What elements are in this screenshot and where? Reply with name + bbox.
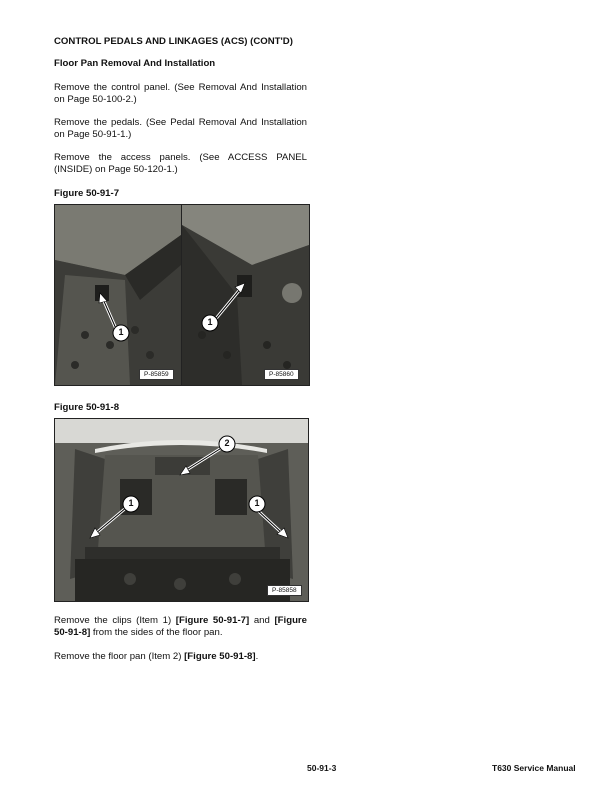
photo-code-label: P-85858 [267,585,302,596]
figure-photo-floor-pan [54,418,309,602]
callout-number: 1 [128,498,134,508]
figure-photo-left [54,204,182,386]
floor-pan-overhead-image [55,419,308,601]
callout-number: 2 [224,438,230,448]
cab-floor-corner-right-image [182,205,309,385]
cab-floor-corner-left-image [55,205,181,385]
section-heading: CONTROL PEDALS AND LINKAGES (ACS) (CONT'D) [54,36,293,47]
subheading: Floor Pan Removal And Installation [54,58,216,69]
callout-number: 1 [118,327,124,337]
page-number: 50-91-3 [307,763,337,773]
paragraph-access-panels: Remove the access panels. (See ACCESS PANEL (INSIDE) on Page 50-120-1.) [54,152,307,176]
figure-caption-50-91-8: Figure 50-91-8 [54,402,120,413]
manual-title: T630 Service Manual [492,763,576,773]
figure-caption-50-91-7: Figure 50-91-7 [54,188,120,199]
paragraph-control-panel: Remove the control panel. (See Removal And Installation on Page 50-100-2.) [54,82,307,106]
instruction-remove-floor-pan: Remove the floor pan (Item 2) [Figure 50-91-8]. [54,651,259,662]
figure-photo-right [181,204,310,386]
photo-code-label: P-85860 [264,369,299,380]
callout-number: 1 [207,317,213,327]
photo-code-label: P-85859 [139,369,174,380]
callout-number: 1 [254,498,260,508]
paragraph-pedals: Remove the pedals. (See Pedal Removal And Installation on Page 50-91-1.) [54,117,307,141]
instruction-remove-clips: Remove the clips (Item 1) [Figure 50-91-7] and [Figure 50-91-8] from the sides of the floor pan. [54,615,307,639]
